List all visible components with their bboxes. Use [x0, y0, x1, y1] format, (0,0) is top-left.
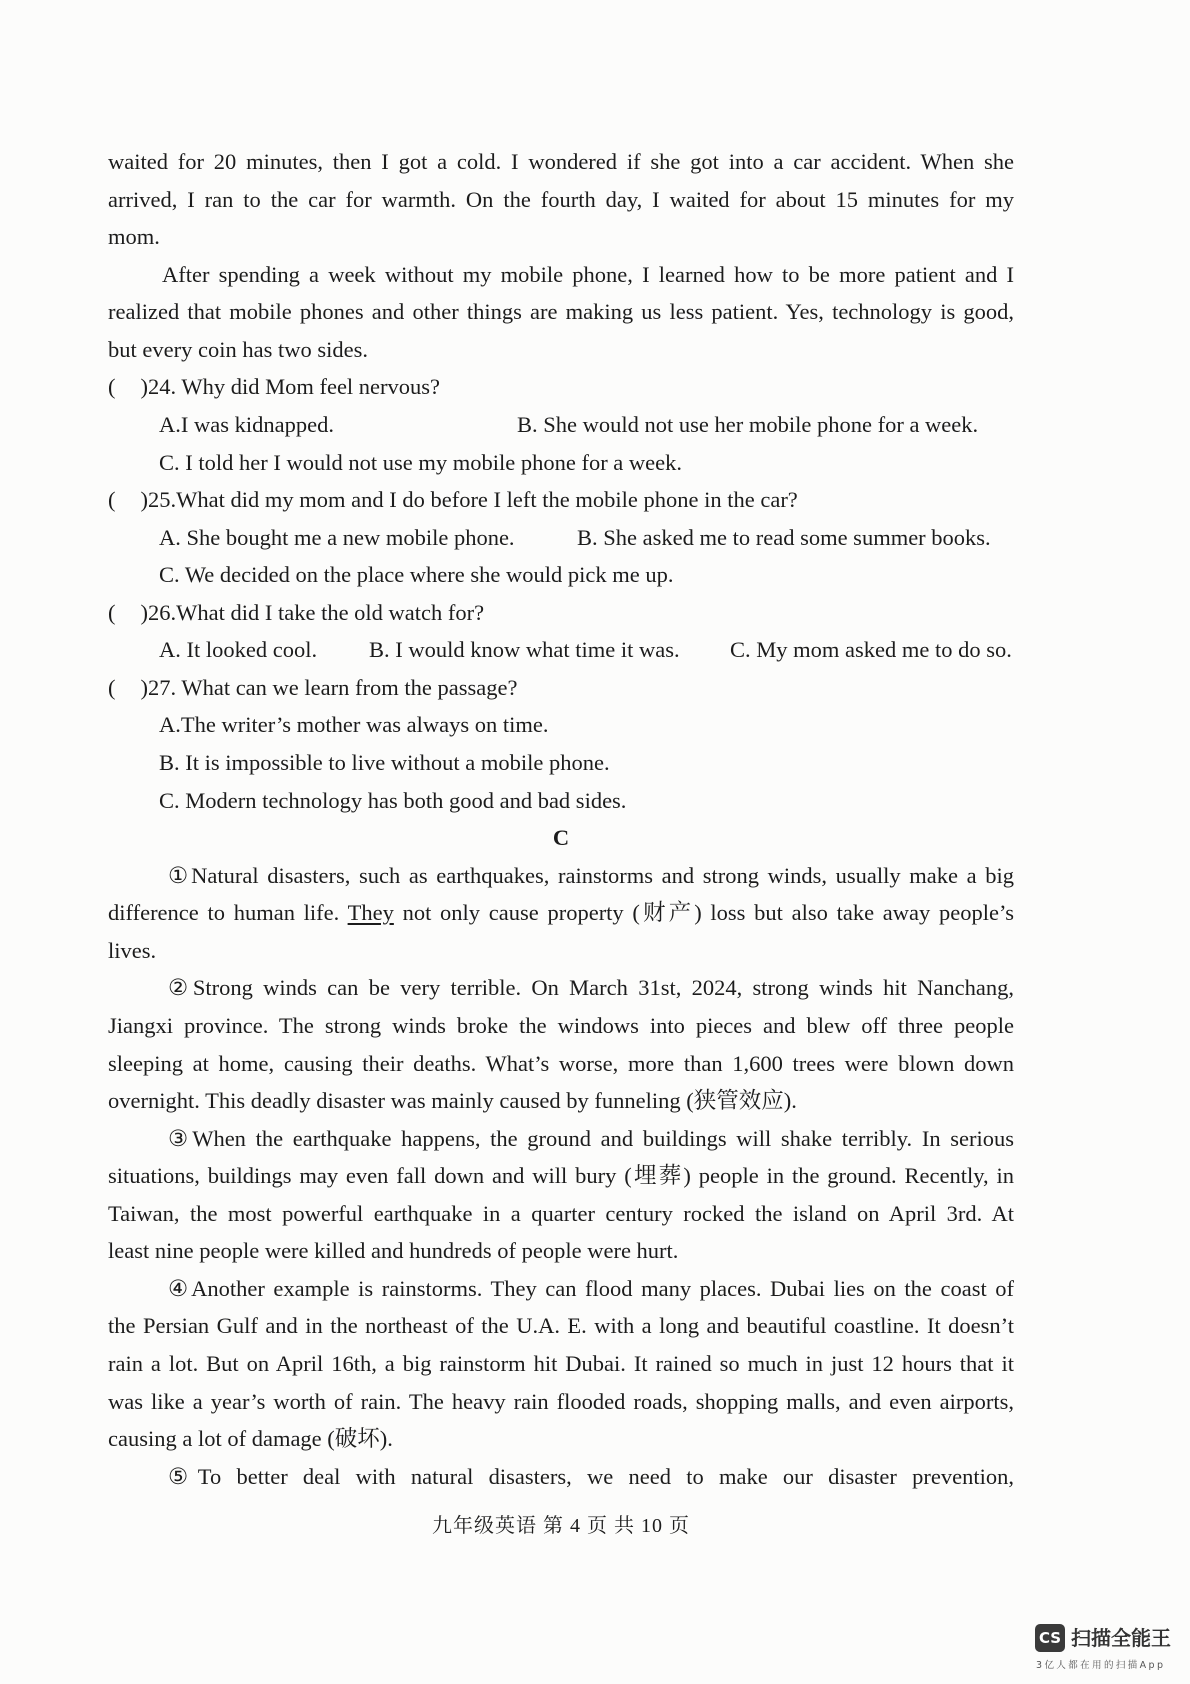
passage-line: rain a lot. But on April 16th, a big rainstorm hit Dubai. It rained so much in just 12 hours that it	[108, 1351, 1014, 1376]
option-row	[108, 406, 1014, 444]
option-c: C. We decided on the place where she would pick me up.	[159, 562, 674, 588]
question-stem: 27. What can we learn from the passage?	[148, 674, 518, 700]
scanner-brand-name: 扫描全能王	[1071, 1626, 1171, 1650]
passage-line: arrived, I ran to the car for warmth. On the fourth day, I waited for about 15 minutes for my	[108, 186, 1014, 212]
passage-b-paragraph-2	[108, 256, 1014, 369]
passage-line: ⑤To better deal with natural disasters, we need to make our disaster prevention,	[168, 1463, 1014, 1489]
option-b: B. She asked me to read some summer books.	[577, 524, 991, 550]
passage-b-paragraph-1	[108, 143, 1014, 256]
question-stem-row	[108, 594, 1014, 632]
passage-line: realized that mobile phones and other things are making us less patient. Yes, technology is good,	[108, 299, 1014, 325]
passage-c-paragraph-2	[108, 969, 1014, 1119]
passage-line: was like a year’s worth of rain. The heavy rain flooded roads, shopping malls, and even airports,	[108, 1388, 1014, 1414]
passage-line: situations, buildings may even fall down and will bury (埋葬) people in the ground. Recently, in	[108, 1163, 1014, 1189]
passage-line: ②Strong winds can be very terrible. On March 31st, 2024, strong winds hit Nanchang,	[168, 975, 1014, 1001]
passage-line: After spending a week without my mobile phone, I learned how to be more patient and I	[162, 261, 1014, 287]
answer-bracket-close: )	[140, 374, 148, 400]
question-26	[108, 594, 1014, 669]
passage-c-paragraph-3	[108, 1120, 1014, 1270]
question-24	[108, 368, 1014, 481]
passage-c-paragraph-4	[108, 1270, 1014, 1458]
question-stem-row	[108, 368, 1014, 406]
section-heading: C	[552, 825, 570, 851]
page-footer: 九年级英语 第 4 页 共 10 页	[432, 1515, 690, 1537]
passage-line: sleeping at home, causing their deaths. What’s worse, more than 1,600 trees were blown down	[108, 1050, 1014, 1076]
passage-line: waited for 20 minutes, then I got a cold. I wondered if she got into a car accident. When she	[108, 149, 1014, 174]
passage-line: mom.	[108, 224, 160, 250]
passage-line: Jiangxi province. The strong winds broke the windows into pieces and blew off three people	[108, 1012, 1014, 1038]
passage-line: but every coin has two sides.	[108, 336, 368, 362]
question-stem: 24. Why did Mom feel nervous?	[148, 374, 441, 400]
answer-bracket-open: (	[108, 374, 116, 400]
answer-bracket-open: (	[108, 487, 116, 513]
passage-line	[108, 894, 1014, 932]
passage-text: difference to human life.	[108, 900, 348, 926]
passage-line: ④Another example is rainstorms. They can flood many places. Dubai lies on the coast of	[168, 1275, 1014, 1301]
passage-line: least nine people were killed and hundreds of people were hurt.	[108, 1238, 679, 1264]
passage-line: Taiwan, the most powerful earthquake in a quarter century rocked the island on April 3rd. At	[108, 1200, 1014, 1226]
passage-c-paragraph-5	[108, 1458, 1014, 1496]
answer-bracket-close: )	[140, 674, 148, 700]
question-stem: 25.What did my mom and I do before I left the mobile phone in the car?	[148, 487, 798, 513]
option-row	[108, 631, 1014, 669]
passage-line: ③When the earthquake happens, the ground and buildings will shake terribly. In serious	[168, 1125, 1014, 1151]
option-a: A.The writer’s mother was always on time.	[159, 712, 549, 738]
option-b: B. She would not use her mobile phone for a week.	[517, 411, 979, 437]
option-c: C. Modern technology has both good and bad sides.	[159, 787, 627, 813]
question-stem-row	[108, 669, 1014, 707]
option-a: A. She bought me a new mobile phone.	[159, 524, 515, 550]
answer-bracket-open: (	[108, 674, 116, 700]
option-a: A. It looked cool.	[159, 637, 318, 663]
passage-text: not only cause property (财产) loss but also take away people’s	[393, 900, 1014, 926]
answer-bracket-close: )	[140, 487, 148, 513]
question-27	[108, 669, 1014, 819]
option-row	[108, 519, 1014, 557]
scanner-tagline: 3亿人都在用的扫描App	[1036, 1660, 1166, 1671]
underlined-word: They	[347, 900, 394, 926]
passage-line: causing a lot of damage (破坏).	[108, 1426, 393, 1452]
option-c: C. My mom asked me to do so.	[730, 637, 1012, 663]
option-a: A.I was kidnapped.	[159, 411, 334, 437]
passage-line: ①Natural disasters, such as earthquakes, rainstorms and strong winds, usually make a big	[168, 862, 1014, 888]
passage-c-paragraph-1	[108, 857, 1014, 970]
exam-page-content	[108, 143, 1014, 1495]
option-b: B. It is impossible to live without a mobile phone.	[159, 750, 610, 775]
option-b: B. I would know what time it was.	[369, 637, 680, 663]
question-stem-row	[108, 481, 1014, 519]
passage-line: lives.	[108, 937, 157, 963]
question-25	[108, 481, 1014, 594]
passage-line: overnight. This deadly disaster was mainly caused by funneling (狭管效应).	[108, 1088, 797, 1114]
passage-line: the Persian Gulf and in the northeast of the U.A. E. with a long and beautiful coastline. It doesn’t	[108, 1313, 1014, 1339]
question-stem: 26.What did I take the old watch for?	[148, 599, 485, 625]
answer-bracket-open: (	[108, 599, 116, 625]
scanner-logo-icon: CS	[1035, 1624, 1065, 1652]
answer-bracket-close: )	[140, 599, 148, 625]
option-c: C. I told her I would not use my mobile phone for a week.	[159, 449, 683, 475]
